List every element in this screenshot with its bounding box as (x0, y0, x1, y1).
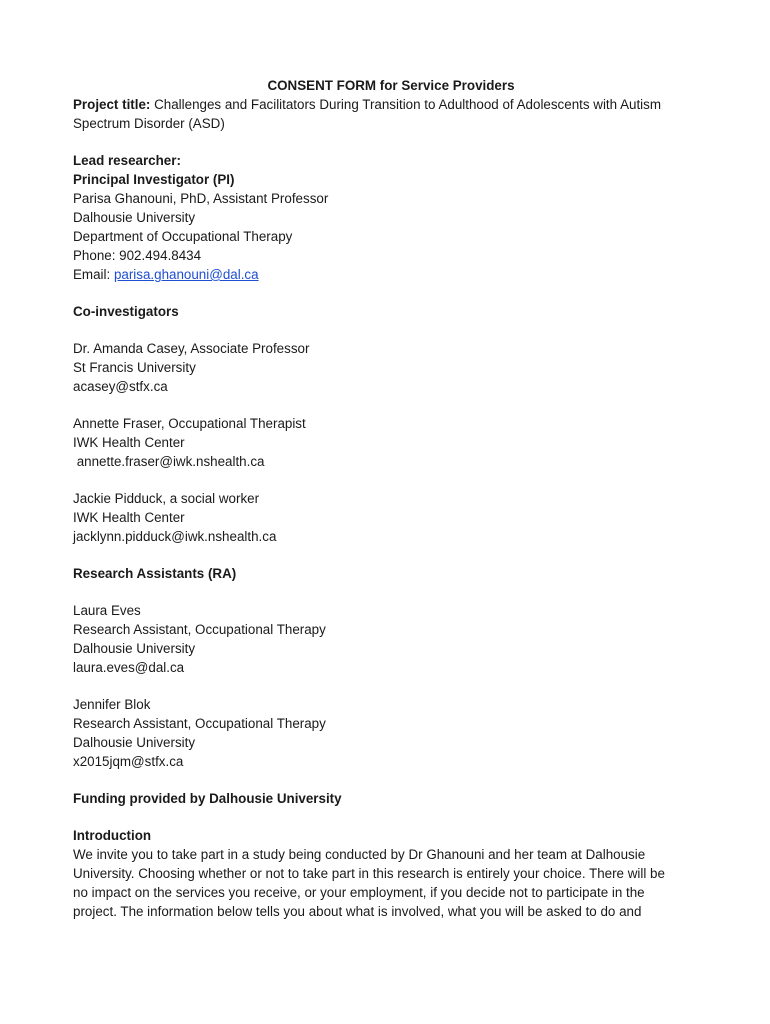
assistant-name: Laura Eves (73, 603, 141, 618)
lead-researcher-heading: Lead researcher: (73, 153, 181, 168)
assistant-org: Dalhousie University (73, 735, 196, 750)
introduction-line: no impact on the services you receive, or your employment, if you decide not to participate in the (73, 885, 645, 900)
coinvestigator-name: Jackie Pidduck, a social worker (73, 491, 260, 506)
assistant-email: laura.eves@dal.ca (73, 660, 185, 675)
coinvestigators-heading: Co-investigators (73, 304, 179, 319)
assistant-org: Dalhousie University (73, 641, 196, 656)
introduction-line: project. The information below tells you about what is involved, what you will be asked to do and (73, 904, 642, 919)
introduction-line: University. Choosing whether or not to take part in this research is entirely your choice. There will be (73, 866, 665, 881)
coinvestigator-org: St Francis University (73, 360, 196, 375)
pi-department: Department of Occupational Therapy (73, 229, 293, 244)
project-title (73, 95, 703, 133)
assistant-name: Jennifer Blok (73, 697, 151, 712)
research-assistants-heading: Research Assistants (RA) (73, 566, 237, 581)
pi-role: Principal Investigator (PI) (73, 172, 235, 187)
coinvestigator-email: annette.fraser@iwk.nshealth.ca (73, 454, 265, 469)
pi-email-label: Email: (73, 267, 114, 282)
pi-institution: Dalhousie University (73, 210, 196, 225)
coinvestigator-name: Dr. Amanda Casey, Associate Professor (73, 341, 310, 356)
introduction-line: We invite you to take part in a study being conducted by Dr Ghanouni and her team at Dalhousie (73, 847, 646, 862)
introduction-heading: Introduction (73, 828, 152, 843)
document-title: CONSENT FORM for Service Providers (267, 78, 515, 93)
consent-form-page (73, 76, 703, 921)
coinvestigator-email: acasey@stfx.ca (73, 379, 168, 394)
coinvestigator-name: Annette Fraser, Occupational Therapist (73, 416, 306, 431)
coinvestigator-org: IWK Health Center (73, 435, 185, 450)
assistant-role: Research Assistant, Occupational Therapy (73, 716, 326, 731)
assistant-email: x2015jqm@stfx.ca (73, 754, 184, 769)
funding-statement: Funding provided by Dalhousie University (73, 791, 342, 806)
assistant-role: Research Assistant, Occupational Therapy (73, 622, 326, 637)
pi-email-link[interactable]: parisa.ghanouni@dal.ca (113, 267, 259, 282)
pi-phone: Phone: 902.494.8434 (73, 248, 202, 263)
coinvestigator-email: jacklynn.pidduck@iwk.nshealth.ca (73, 529, 277, 544)
pi-name: Parisa Ghanouni, PhD, Assistant Professor (73, 191, 329, 206)
pi-email (73, 265, 703, 284)
project-title-text: Challenges and Facilitators During Transition to Adulthood of Adolescents with Autism Spectrum Disorder (ASD) (73, 97, 662, 131)
coinvestigator-org: IWK Health Center (73, 510, 185, 525)
project-title-label: Project title: (73, 97, 151, 112)
